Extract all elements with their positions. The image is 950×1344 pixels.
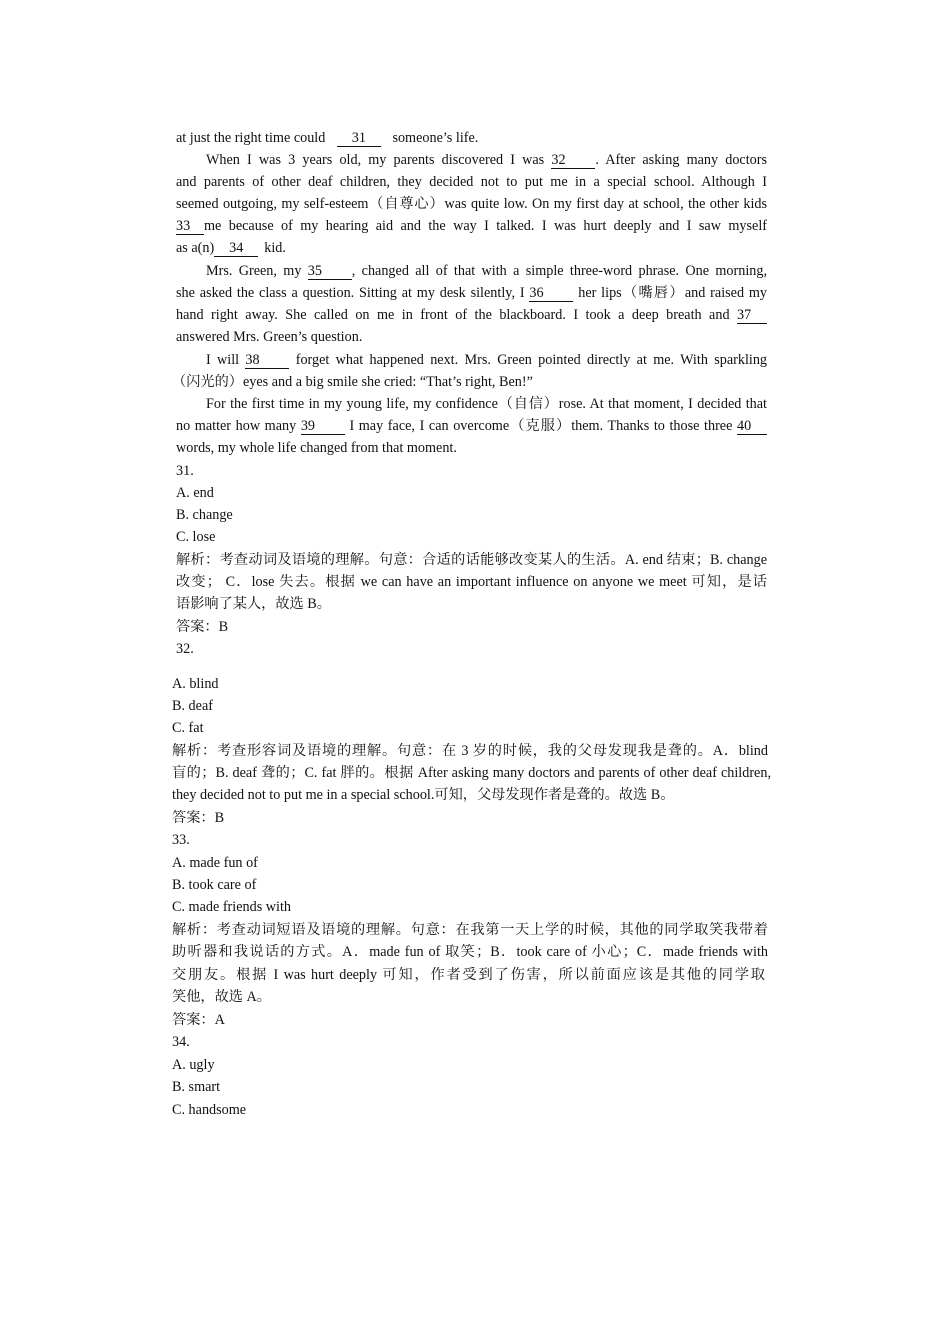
option-c: C. made friends with — [172, 899, 291, 915]
blank-32: 32 — [551, 153, 595, 169]
explanation-line: 解析：考查形容词及语境的理解。句意：在 3 岁的时候，我的父母发现我是聋的。A．blind — [172, 743, 768, 759]
passage-line: and parents of other deaf children, they decided not to put me in a special school. Although I — [176, 174, 767, 190]
passage-line — [206, 261, 767, 281]
explanation-line: 笑他，故选 A。 — [172, 989, 271, 1005]
question-number: 31. — [176, 463, 194, 479]
passage-line — [176, 305, 767, 325]
passage-text: her lips（嘴唇）and raised my — [578, 285, 768, 301]
passage-text: she asked the class a question. Sitting at my desk silently, I — [176, 285, 525, 301]
passage-line — [176, 128, 478, 148]
option-c: C. lose — [176, 529, 216, 545]
question-number: 33. — [172, 832, 190, 848]
blank-35: 35 — [308, 264, 352, 280]
passage-text: I may face, I can overcome（克服）them. Thanks to those three — [349, 418, 733, 434]
blank-34: 34 — [214, 241, 258, 257]
blank-31: 31 — [337, 131, 381, 147]
passage-text: no matter how many — [176, 418, 297, 434]
answer-line: 答案：B — [172, 810, 225, 826]
explanation-line: they decided not to put me in a special school.可知，父母发现作者是聋的。故选 B。 — [172, 787, 675, 803]
passage-text: at just the right time could — [176, 130, 326, 146]
passage-text: someone’s life. — [392, 130, 479, 146]
blank-37: 37 — [737, 308, 767, 324]
option-b: B. took care of — [172, 877, 257, 893]
passage-line — [206, 150, 767, 170]
option-b: B. change — [176, 507, 233, 523]
option-c: C. fat — [172, 720, 204, 736]
passage-line — [176, 416, 767, 436]
passage-text: kid. — [264, 240, 286, 256]
passage-text: . After asking many doctors — [595, 152, 767, 168]
question-number: 34. — [172, 1034, 190, 1050]
blank-38: 38 — [245, 353, 289, 369]
explanation-line: 语影响了某人，故选 B。 — [176, 596, 331, 612]
option-a: A. made fun of — [172, 855, 258, 871]
passage-text: as a(n) — [176, 240, 215, 256]
passage-line: For the first time in my young life, my confidence（自信）rose. At that moment, I decided that — [206, 396, 767, 412]
option-a: A. ugly — [172, 1057, 215, 1073]
explanation-line: 解析：考查动词及语境的理解。句意：合适的话能够改变某人的生活。A. end 结束；B. change — [176, 552, 767, 568]
passage-text: , changed all of that with a simple three-word phrase. One morning, — [351, 263, 767, 279]
passage-line: answered Mrs. Green’s question. — [176, 329, 363, 345]
option-a: A. end — [176, 485, 214, 501]
blank-33: 33 — [176, 219, 204, 235]
passage-text: When I was 3 years old, my parents discovered I was — [206, 152, 545, 168]
passage-text: forget what happened next. Mrs. Green pointed directly at me. With sparkling — [295, 352, 768, 368]
explanation-line: 解析：考查动词短语及语境的理解。句意：在我第一天上学的时候，其他的同学取笑我带着 — [172, 922, 768, 938]
option-b: B. smart — [172, 1079, 221, 1095]
explanation-line: 改变； C．lose 失去。根据 we can have an important influence on anyone we meet 可知，是话 — [176, 574, 767, 590]
passage-line — [176, 216, 767, 236]
passage-line: （闪光的）eyes and a big smile she cried: “That’s right, Ben!” — [172, 374, 533, 390]
passage-line: seemed outgoing, my self-esteem（自尊心）was quite low. On my first day at school, the other kids — [176, 196, 767, 212]
passage-text: hand right away. She called on me in front of the blackboard. I took a deep breath and — [176, 307, 730, 323]
passage-line — [176, 283, 767, 303]
answer-line: 答案：A — [172, 1012, 225, 1028]
passage-line — [176, 238, 286, 258]
passage-text: Mrs. Green, my — [206, 263, 302, 279]
passage-text: I will — [206, 352, 240, 368]
passage-text: me because of my hearing aid and the way I talked. I was hurt deeply and I saw myself — [204, 218, 767, 234]
blank-40: 40 — [737, 419, 767, 435]
explanation-line: 交朋友。根据 I was hurt deeply 可知，作者受到了伤害，所以前面应该是其他的同学取 — [172, 967, 765, 983]
passage-line: words, my whole life changed from that moment. — [176, 440, 457, 456]
explanation-line: 助听器和我说话的方式。A．made fun of 取笑；B．took care of 小心；C．made friends with — [172, 944, 768, 960]
blank-36: 36 — [529, 286, 573, 302]
option-b: B. deaf — [172, 698, 213, 714]
blank-39: 39 — [301, 419, 345, 435]
passage-line — [206, 350, 767, 370]
explanation-line: 盲的；B. deaf 聋的；C. fat 胖的。根据 After asking many doctors and parents of other deaf children, — [172, 765, 771, 781]
option-c: C. handsome — [172, 1102, 247, 1118]
answer-line: 答案：B — [176, 619, 229, 635]
option-a: A. blind — [172, 676, 219, 692]
question-number: 32. — [176, 641, 194, 657]
